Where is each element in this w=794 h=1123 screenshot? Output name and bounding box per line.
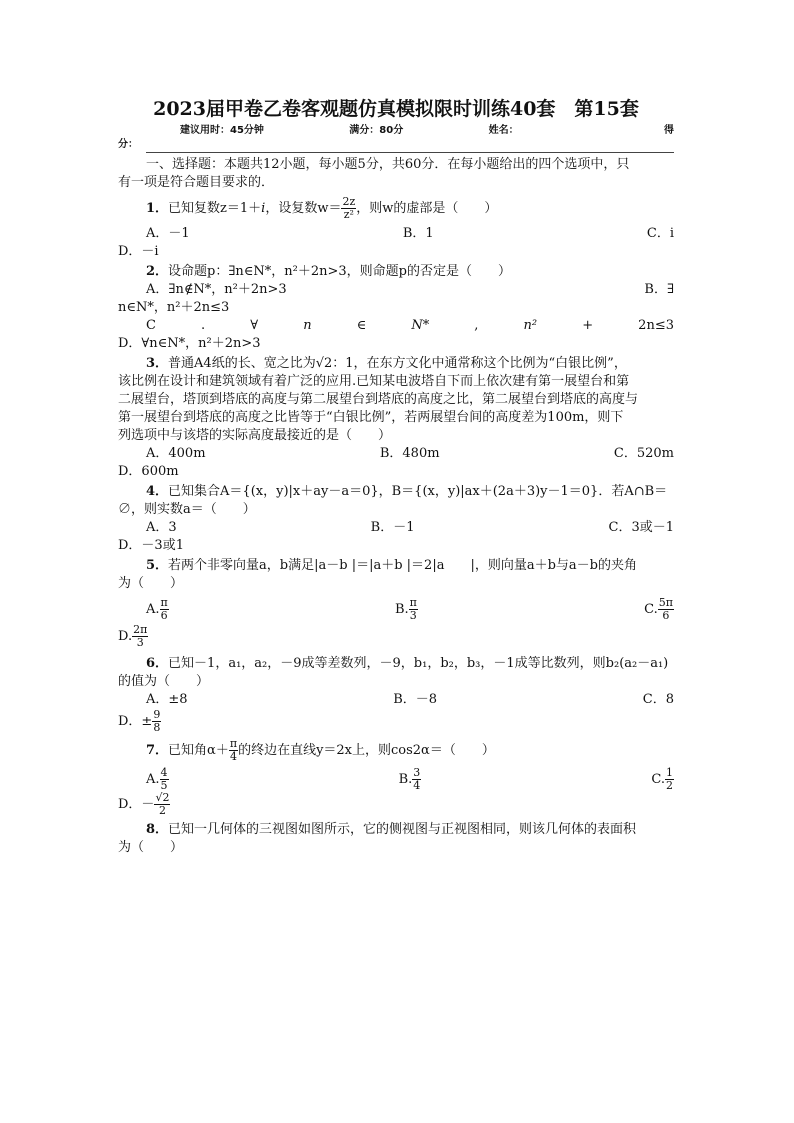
q5-options [118,597,674,622]
q7-b-den: 4 [413,779,421,792]
question-3 [118,355,674,373]
q3-line-2: 该比例在设计和建筑领域有着广泛的应用.已知某电波塔自下而上依次建有第一展望台和第 [118,374,630,389]
q7-number: 7． [146,743,169,758]
q5-c-num: 5π [658,596,673,609]
q5-b-den: 3 [409,609,417,622]
q2-option-d[interactable]: D．∀n∈N*，n²＋2n>3 [118,336,261,351]
q2-option-b-end[interactable]: n∈N*，n²＋2n≤3 [118,300,230,315]
q7-option-c[interactable] [651,767,674,792]
q3-line-4: 第一展望台到塔底的高度之比皆等于“白银比例”，若两展望台间的高度差为100m，则下 [118,410,624,425]
q1-option-a[interactable]: A．－1 [146,226,190,241]
q8-line-2: 为（ ） [118,840,184,855]
grade-label-b: 分： [118,139,138,150]
q5-a-label: A. [146,602,160,617]
q2-text: 设命题p：∃n∈N*，n²＋2n>3，则命题p的否定是（ ） [168,264,512,279]
q5-option-b[interactable] [395,597,418,622]
q6-d-label: D．± [118,714,153,729]
q7-option-b[interactable] [399,767,422,792]
q7-b-fraction [412,767,421,792]
q1-option-d[interactable]: D．－i [118,244,159,259]
exam-page [118,96,674,857]
q6-d-fraction [152,709,161,734]
q2-c-token: ∈ [356,318,367,333]
score-label: 满分：80分 [349,125,404,136]
q2-c-token: , [474,318,479,333]
q3-option-c[interactable]: C．520m [613,446,674,461]
q7-c-den: 2 [666,779,673,792]
q4-option-b[interactable]: B．－1 [370,520,415,535]
q6-option-c[interactable]: C．8 [642,692,674,707]
q6-option-b[interactable]: B．－8 [393,692,438,707]
q2-c-token: C [146,318,156,333]
q8-line-1: 已知一几何体的三视图如图所示，它的侧视图与正视图相同，则该几何体的表面积 [168,822,637,837]
q8-number: 8． [146,822,169,837]
q1-option-c[interactable]: C．i [646,226,674,241]
q5-c-den: 6 [662,609,670,622]
q5-c-fraction [658,597,674,622]
time-label: 建议用时：45分钟 [180,125,264,136]
q2-c-token: + [582,318,594,333]
q2-option-c[interactable] [118,317,674,335]
q1-frac-num: 2z [342,195,356,208]
q1-number: 1． [146,201,169,216]
section-intro-2: 有一项是符合题目要求的． [118,175,275,190]
q2-option-b-start[interactable]: B．∃ [644,282,674,297]
q7-d-fraction [154,792,170,817]
q7-text-a: 已知角α＋ [168,743,229,758]
q7-a-label: A. [146,772,160,787]
q7-text-b: 的终边在直线y＝2x上，则cos2α＝（ ） [238,743,495,758]
q7-c-num: 1 [666,766,673,779]
q7-d-den: 2 [158,804,166,817]
q1-text-a: 已知复数z＝1＋ [168,201,262,216]
q4-line-1: 已知集合A＝{(x，y)|x＋ay－a＝0}，B＝{(x，y)|ax＋(2a＋3)y－1＝0}．若A∩B＝ [168,484,668,499]
q3-line-3: 二展望台，塔顶到塔底的高度与第二展望台到塔底的高度之比，第二展望台到塔底的高度与 [118,392,639,407]
q5-b-num: π [409,596,417,609]
q5-b-fraction [409,597,418,622]
q5-c-label: C. [644,602,658,617]
q4-options [118,519,674,537]
q4-option-a[interactable]: A．3 [146,520,177,535]
q4-number: 4． [146,484,169,499]
question-4 [118,483,674,501]
q5-number: 5． [146,558,169,573]
name-label: 姓名： [488,125,519,136]
q2-c-token: N* [411,318,430,333]
q1-fraction [341,196,356,221]
q2-c-token: ∀ [250,318,259,333]
q3-option-b[interactable]: B．480m [379,446,440,461]
q3-options [118,445,674,463]
q7-a-num: 4 [160,766,168,779]
q5-d-den: 3 [136,636,144,649]
q6-option-d[interactable] [118,709,674,734]
q5-option-a[interactable] [146,597,169,622]
question-2 [118,263,674,281]
q1-option-b[interactable]: B．1 [402,226,434,241]
q5-a-num: π [160,596,168,609]
q5-a-den: 6 [160,609,168,622]
q6-number: 6． [146,656,169,671]
q2-c-token: . [201,318,206,333]
q7-d-num: √2 [155,791,170,804]
page-title: 2023届甲卷乙卷客观题仿真模拟限时训练40套 第15套 [153,98,639,120]
q3-number: 3． [146,356,169,371]
question-5 [118,557,674,575]
q5-b-label: B. [394,602,409,617]
q7-b-label: B. [398,772,413,787]
header-divider [146,152,674,153]
q2-c-token: 2n≤3 [638,318,674,333]
q7-d-label: D．－ [118,797,155,812]
q6-line-2: 的值为（ ） [118,674,210,689]
question-6 [118,655,674,673]
q6-options [118,691,674,709]
q1-text-b: ，设复数w＝ [265,201,342,216]
question-8 [118,821,674,839]
q5-a-fraction [160,597,169,622]
q3-option-a[interactable]: A．400m [146,446,206,461]
q2-c-token: n [303,318,312,333]
q1-options [118,225,674,243]
grade-label-a: 得 [663,125,674,136]
q7-fraction [229,738,238,763]
q6-d-den: 8 [153,721,161,734]
meta-line [118,124,674,138]
question-1 [118,196,674,221]
q1-text-i: i [261,201,266,216]
q7-frac-num: π [229,737,238,750]
q2-number: 2． [146,264,169,279]
q5-d-label: D. [118,629,133,644]
q1-text-c: ，则w的虚部是（ ） [356,201,498,216]
question-7 [118,738,674,763]
q2-option-a[interactable]: A．∃n∉N*，n²＋2n>3 [146,282,287,297]
section-intro-1: 一、选择题：本题共12小题，每小题5分，共60分．在每小题给出的四个选项中，只 [146,157,630,172]
q5-d-fraction [132,624,148,649]
q4-line-2: ∅，则实数a＝（ ） [118,502,256,517]
q4-option-d[interactable]: D．－3或1 [118,538,184,553]
q7-a-den: 5 [160,779,168,792]
q7-c-fraction [665,767,674,792]
q6-option-a[interactable]: A．±8 [146,692,188,707]
section-intro [118,156,674,174]
q2-options-ab [118,281,674,299]
q3-line-5: 列选项中与该塔的实际高度最接近的是（ ） [118,428,392,443]
q7-a-fraction [160,767,169,792]
q5-d-num: 2π [133,623,148,636]
q3-option-d[interactable]: D．600m [118,464,179,479]
q5-option-c[interactable] [644,597,674,622]
q7-c-label: C. [651,772,665,787]
q6-line-1: 已知－1，a₁，a₂，－9成等差数列，－9，b₁，b₂，b₃，－1成等比数列，则b₂(a₂－a₁) [168,656,669,671]
q3-line-1: 普通A4纸的长、宽之比为√2：1，在东方文化中通常称这个比例为“白银比例”， [168,356,627,371]
q4-option-c[interactable]: C．3或－1 [608,520,674,535]
q5-line-2: 为（ ） [118,576,184,591]
q1-frac-den: z² [343,208,354,221]
q7-options [118,767,674,792]
q6-d-num: 9 [153,708,161,721]
q7-frac-den: 4 [229,750,237,763]
q7-option-d[interactable] [118,792,674,817]
q5-line-1: 若两个非零向量a，b满足|a－b |＝|a＋b |＝2|a |，则向量a＋b与a－b的夹角 [168,558,637,573]
q7-option-a[interactable] [146,767,169,792]
q7-b-num: 3 [413,766,421,779]
q2-c-token: n² [523,318,538,333]
q5-option-d[interactable] [118,624,674,649]
